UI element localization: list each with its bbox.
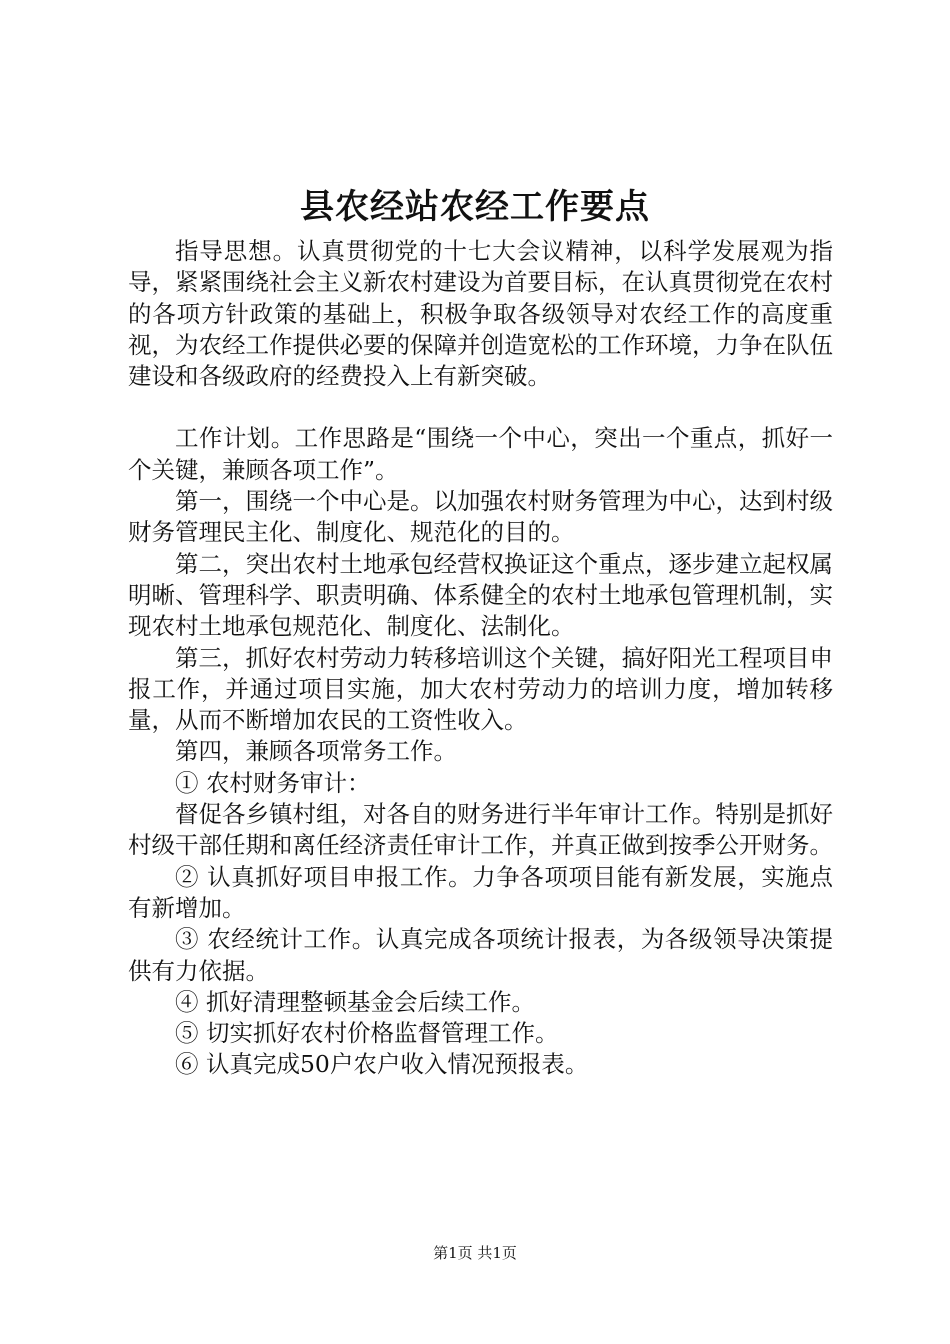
list-item-1-body: 督促各乡镇村组，对各自的财务进行半年审计工作。特别是抓好村级干部任期和离任经济责任审计工作，并真正做到按季公开财务。 — [128, 800, 833, 860]
paragraph-work-plan: 工作计划。工作思路是“围绕一个中心，突出一个重点，抓好一个关键，兼顾各项工作”。 — [128, 424, 833, 484]
list-item-2: ② 认真抓好项目申报工作。力争各项项目能有新发展，实施点有新增加。 — [128, 862, 833, 922]
document-title: 县农经站农经工作要点 — [300, 187, 650, 227]
document-body — [128, 236, 833, 1081]
paragraph-second: 第二，突出农村土地承包经营权换证这个重点，逐步建立起权属明晰、管理科学、职责明确、体系健全的农村土地承包管理机制，实现农村土地承包规范化、制度化、法制化。 — [128, 549, 833, 641]
list-item-5: ⑤ 切实抓好农村价格监督管理工作。 — [175, 1019, 559, 1048]
list-item-4: ④ 抓好清理整顿基金会后续工作。 — [175, 987, 535, 1016]
paragraph-fourth: 第四，兼顾各项常务工作。 — [175, 737, 457, 766]
list-item-6: ⑥ 认真完成50户农户收入情况预报表。 — [175, 1050, 589, 1079]
list-item-1-heading: ① 农村财务审计： — [175, 768, 371, 797]
paragraph-third: 第三，抓好农村劳动力转移培训这个关键，搞好阳光工程项目申报工作，并通过项目实施，加大农村劳动力的培训力度，增加转移量，从而不断增加农民的工资性收入。 — [128, 643, 833, 735]
paragraph-first: 第一，围绕一个中心是。以加强农村财务管理为中心，达到村级财务管理民主化、制度化、规范化的目的。 — [128, 487, 833, 547]
paragraph-guiding-thought: 指导思想。认真贯彻党的十七大会议精神，以科学发展观为指导，紧紧围绕社会主义新农村建设为首要目标，在认真贯彻党在农村的各项方针政策的基础上，积极争取各级领导对农经工作的高度重视，为农经工作提供必要的保障并创造宽松的工作环境，力争在队伍建设和各级政府的经费投入上有新突破。 — [128, 237, 833, 391]
page-footer: 第1页 共1页 — [433, 1244, 517, 1262]
list-item-3: ③ 农经统计工作。认真完成各项统计报表，为各级领导决策提供有力依据。 — [128, 925, 833, 985]
